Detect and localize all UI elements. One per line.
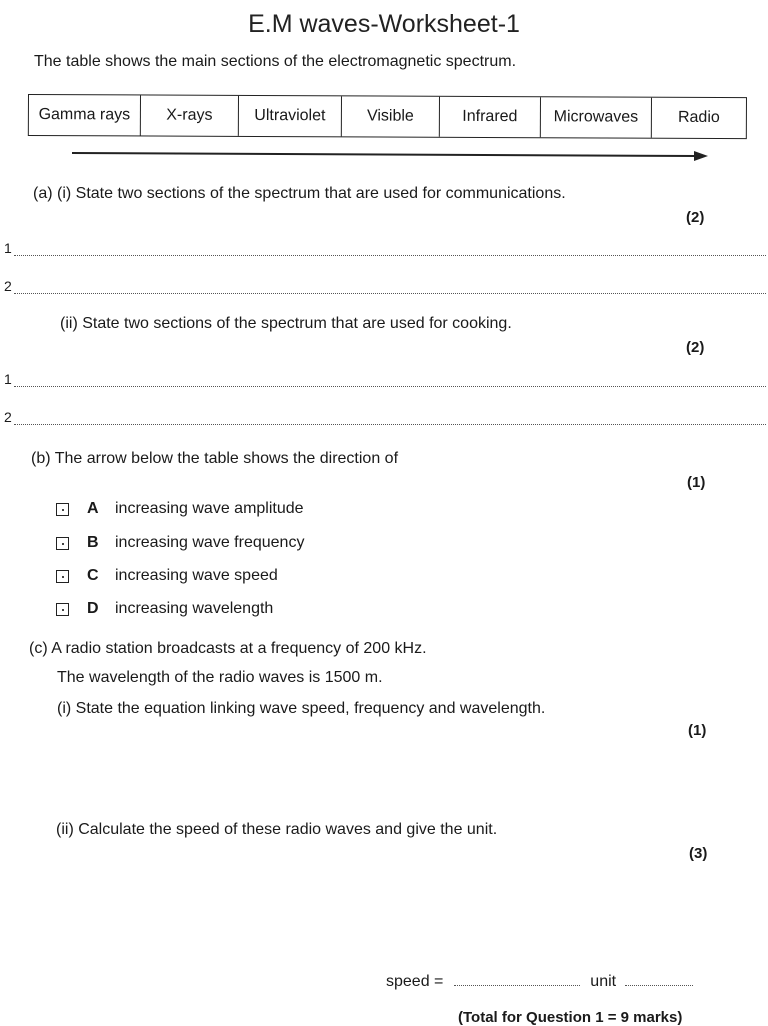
spectrum-cell-gamma: Gamma rays	[29, 95, 141, 135]
direction-arrow	[72, 148, 708, 162]
option-text: increasing wave speed	[115, 567, 278, 584]
checkbox-c[interactable]	[56, 570, 69, 583]
option-letter: B	[87, 534, 99, 551]
marks-b: (1)	[687, 474, 706, 491]
marks-c-i: (1)	[688, 722, 707, 739]
option-letter: A	[87, 500, 99, 517]
question-c-stem-2: The wavelength of the radio waves is 1500 m.	[57, 669, 383, 686]
answer-line-a-i-2[interactable]	[14, 293, 766, 294]
marks-a-i: (2)	[686, 209, 705, 226]
answer-number-2: 2	[4, 278, 12, 294]
worksheet-title: E.M waves-Worksheet-1	[248, 10, 520, 38]
question-c-ii: (ii) Calculate the speed of these radio waves and give the unit.	[56, 821, 498, 838]
marks-a-ii: (2)	[686, 339, 705, 356]
option-b[interactable]	[56, 534, 304, 552]
answer-number-1: 1	[4, 371, 12, 387]
answer-line-a-ii-1[interactable]	[14, 386, 766, 387]
option-text: increasing wave amplitude	[115, 500, 304, 517]
unit-label: unit	[590, 973, 617, 990]
question-a-ii: (ii) State two sections of the spectrum that are used for cooking.	[60, 315, 512, 332]
spectrum-cell-radio: Radio	[677, 108, 720, 127]
answer-line-a-ii-2[interactable]	[14, 424, 766, 425]
speed-answer-line[interactable]	[454, 985, 580, 986]
option-text: increasing wave frequency	[115, 534, 305, 551]
spectrum-cell-infrared: Infrared	[440, 97, 541, 137]
speed-answer-row	[386, 973, 693, 991]
checkbox-a[interactable]	[56, 503, 69, 516]
option-letter: C	[87, 567, 99, 584]
option-letter: D	[87, 600, 99, 617]
total-marks: (Total for Question 1 = 9 marks)	[458, 1009, 683, 1026]
intro-text: The table shows the main sections of the electromagnetic spectrum.	[34, 53, 517, 70]
checkbox-b[interactable]	[56, 537, 69, 550]
question-b: (b) The arrow below the table shows the direction of	[31, 450, 399, 467]
answer-number-2: 2	[4, 409, 12, 425]
speed-label: speed =	[386, 973, 444, 990]
option-d[interactable]	[56, 600, 273, 618]
question-c-i: (i) State the equation linking wave speed, frequency and wavelength.	[57, 700, 546, 717]
question-c-stem-1: (c) A radio station broadcasts at a frequency of 200 kHz.	[29, 640, 427, 657]
spectrum-cell-microwaves: Microwaves	[541, 97, 652, 137]
question-a-i: (a) (i) State two sections of the spectrum that are used for communications.	[33, 185, 566, 202]
answer-number-1: 1	[4, 240, 12, 256]
option-a[interactable]	[56, 500, 304, 518]
spectrum-cell-visible: Visible	[342, 96, 440, 136]
spectrum-cell-ultraviolet: Ultraviolet	[239, 96, 342, 136]
answer-line-a-i-1[interactable]	[14, 255, 766, 256]
option-text: increasing wavelength	[115, 600, 274, 617]
option-c[interactable]	[56, 567, 278, 585]
spectrum-table	[28, 94, 747, 139]
checkbox-d[interactable]	[56, 603, 69, 616]
unit-answer-line[interactable]	[625, 985, 693, 986]
spectrum-cell-xrays: X-rays	[141, 95, 239, 135]
marks-c-ii: (3)	[689, 845, 708, 862]
